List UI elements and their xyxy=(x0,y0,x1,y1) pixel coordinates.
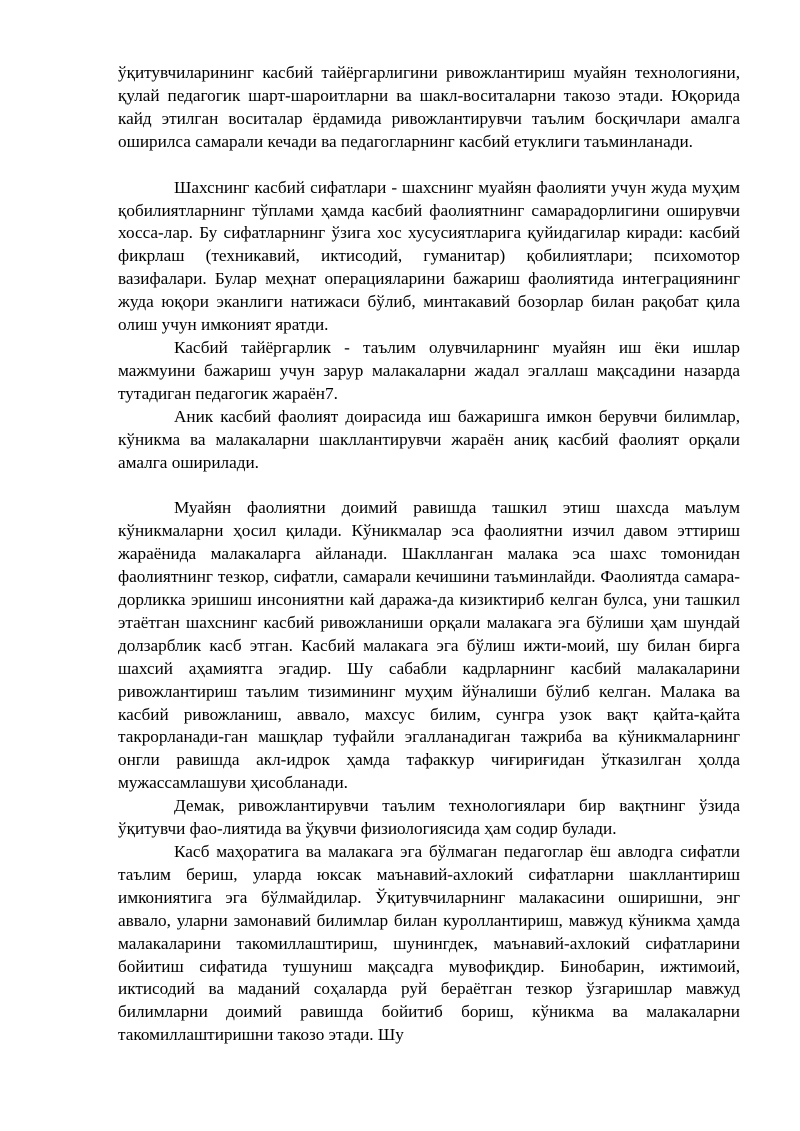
paragraph-gap xyxy=(118,154,740,177)
paragraph-3: Касбий тайёргарлик - таълим олувчиларнинг муайян иш ёки ишлар мажмуини бажариш учун зарур малакаларни жадал эгаллаш мақсадини назарда тутадиган педагогик жараён7. xyxy=(118,337,740,403)
paragraph-5: Муайян фаолиятни доимий равишда ташкил этиш шахсда маълум кўникмаларни ҳосил қилади. Кўникмалар эса фаолиятни изчил давом эттириш жараёнида малакаларга айланади. Шаклланган малака эса шахс томонидан фаолиятнинг тезкор, сифатли, самарали кечишини таъминлайди. Фаолиятда самара-дорликка эришиш инсониятни кай даража-да кизиктириб келган булса, уни ташкил этаётган шахснинг касбий ривожланиши орқали малакага эга бўлиши ҳам шундай долзарблик касб этган. Касбий малакага эга бўлиш ижти-моий, шу билан бирга шахсий аҳамиятга эгадир. Шу сабабли кадрларнинг касбий малакаларини ривожлантириш таълим тизимининг муҳим йўналиши бўлиб келган. Малака ва касбий ривожланиш, аввало, махсус билим, сунгра узок вақт қайта-қайта такрорланади-ган машқлар туфайли эгалланадиган тажриба ва кўникмаларнинг онгли равишда акл-идрок ҳамда тафаккур чиғириғидан ўтказилган ҳолда мужассамлашуви ҳисобланади. xyxy=(118,498,740,793)
paragraph-4: Аник касбий фаолият доирасида иш бажаришга имкон берувчи билимлар, кўникма ва малакаларни шакллантирувчи жараён аниқ касбий фаолият орқали амалга оширилади. xyxy=(118,406,740,472)
document-body xyxy=(118,62,740,1047)
paragraph-6: Демак, ривожлантирувчи таълим технологиялари бир вақтнинг ўзида ўқитувчи фао-лиятида ва ўқувчи физиологиясида ҳам содир булади. xyxy=(118,796,740,839)
paragraph-2: Шахснинг касбий сифатлари - шахснинг муайян фаолияти учун жуда муҳим қобилиятларнинг тўплами ҳамда касбий фаолиятнинг самарадорлигини оширувчи хосса-лар. Бу сифатларнинг ўзига хос хусусиятларига қуйидагилар киради: касбий фикрлаш (техникавий, иктисодий, гуманитар) қобилиятлари; психомотор вазифалари. Булар меҳнат операцияларини бажариш фаолиятида интеграциянинг жуда юқори эканлиги натижаси бўлиб, минтакавий бозорлар билан рақобат қила олиш учун имконият яратди. xyxy=(118,177,740,335)
paragraph-7: Касб маҳоратига ва малакага эга бўлмаган педагоглар ёш авлодга сифатли таълим бериш, уларда юксак маънавий-ахлокий сифатларни шакллантириш имкониятига эга бўлмайдилар. Ўқитувчиларнинг малакасини оширишни, энг аввало, уларни замонавий билимлар билан куроллантириш, мавжуд кўникма ҳамда малакаларини такомиллаштириш, шунингдек, маънавий-ахлокий сифатларини бойитиш сифатида тушуниш мақсадга мувофиқдир. Бинобарин, ижтимоий, иктисодий ва маданий соҳаларда руй бераётган тезкор ўзгаришлар мавжуд билимларни доимий равишда бойитиб бориш, кўникма ва малакаларни такомиллаштиришни такозо этади. Шу xyxy=(118,842,740,1045)
paragraph-1: ўқитувчиларининг касбий тайёргарлигини ривожлантириш муайян технологияни, қулай педагогик шарт-шароитларни ва шакл-воситаларни такозо этади. Юқорида кайд этилган воситалар ёрдамида ривожлантирувчи таълим босқичлари амалга оширилса самарали кечади ва педагогларнинг касбий етуклиги таъминланади. xyxy=(118,63,740,151)
paragraph-gap xyxy=(118,474,740,497)
